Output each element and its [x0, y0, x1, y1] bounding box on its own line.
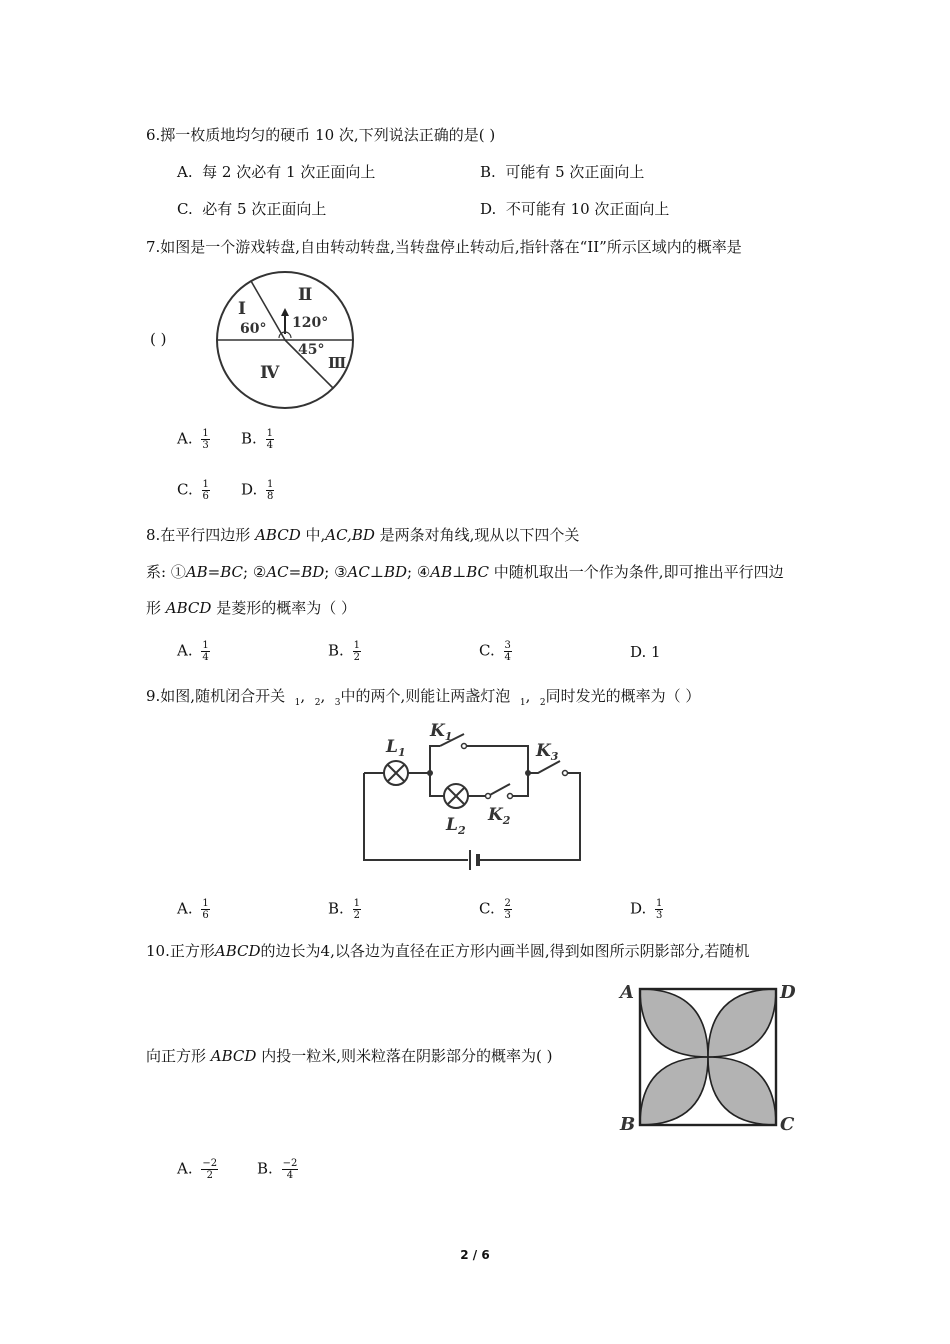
petal-bottom-right [708, 1057, 776, 1125]
q6-option-a: A. 每 2 次必有 1 次正面向上 [177, 163, 376, 181]
fraction: $\frac{3}{4}$ [504, 640, 511, 663]
label-l2: $L_2$ [446, 815, 466, 837]
fraction: $\frac{1}{3}$ [202, 428, 209, 451]
vertex-c: C [780, 1114, 795, 1135]
petal-top-right [708, 989, 776, 1057]
q6-option-d: D. 不可能有 10 次正面向上 [480, 200, 670, 218]
region-1-label: Ⅰ [238, 299, 246, 319]
q6-option-c: C. 必有 5 次正面向上 [177, 200, 327, 218]
q10-option-a: A. $\frac{-2}{2}$ [177, 1158, 218, 1181]
q7-option-a: A. $\frac{1}{3}$ [177, 428, 209, 451]
switch-k2-icon [488, 784, 510, 796]
fraction: $\frac{2}{3}$ [504, 898, 511, 921]
vertex-b: B [620, 1114, 636, 1135]
q10-stem-line2: 向正方形 ABCD 内投一粒米,则米粒落在阴影部分的概率为( ) [146, 1047, 553, 1065]
q9-stem: 9.如图,随机闭合开关 $_1$, $_2$, $_3$中的两个,则能让两盏灯泡 $_1$, $_2$同时发光的概率为（ ） [146, 687, 701, 708]
q6-option-b: B. 可能有 5 次正面向上 [480, 163, 645, 181]
fraction: $\frac{1}{6}$ [202, 479, 209, 502]
region-4-label: Ⅳ [260, 363, 280, 383]
q8-option-a: A. $\frac{1}{4}$ [177, 640, 209, 663]
junction-dot [525, 770, 531, 776]
switch-contact [508, 794, 513, 799]
pointer-arrowhead-icon [281, 308, 289, 316]
region-3-label: Ⅲ [328, 354, 347, 372]
q7-answer-paren: ( ) [150, 330, 167, 348]
vertex-d: D [780, 982, 796, 1003]
q9-option-a: A. $\frac{1}{6}$ [177, 898, 209, 921]
petal-top-left [640, 989, 708, 1057]
petal-bottom-left [640, 1057, 708, 1125]
q9-option-b: B. $\frac{1}{2}$ [328, 898, 360, 921]
q8-stem-line1: 8.在平行四边形 ABCD 中,AC,BD 是两条对角线,现从以下四个关 [146, 526, 580, 544]
fraction: $\frac{1}{4}$ [266, 428, 273, 451]
fraction: $\frac{1}{6}$ [202, 898, 209, 921]
q8-option-c: C. $\frac{3}{4}$ [479, 640, 511, 663]
fraction: $\frac{1}{8}$ [267, 479, 274, 502]
label-l1: $L_1$ [386, 737, 406, 759]
angle-45-label: 45° [298, 342, 325, 358]
fraction: $\frac{1}{4}$ [202, 640, 209, 663]
q7-stem: 7.如图是一个游戏转盘,自由转动转盘,当转盘停止转动后,指针落在“II”所示区域内的概率是 [146, 238, 742, 256]
q7-option-d: D. $\frac{1}{8}$ [241, 479, 274, 502]
q8-stem-line3: 形 ABCD 是菱形的概率为（ ） [146, 599, 356, 617]
label-k2: $K_2$ [488, 805, 511, 827]
q9-option-d: D. $\frac{1}{3}$ [630, 898, 663, 921]
square-petal-figure [614, 980, 804, 1136]
fraction: $\frac{-2}{2}$ [202, 1158, 218, 1181]
q8-stem-line2: 系: ①AB=BC; ②AC=BD; ③AC⊥BD; ④AB⊥BC 中随机取出一个作为条件,即可推出平行四边 [146, 563, 784, 581]
switch-contact [486, 794, 491, 799]
angle-120-label: 120° [292, 315, 329, 331]
q8-option-d: D. 1 [630, 643, 661, 661]
q7-option-c: C. $\frac{1}{6}$ [177, 479, 209, 502]
fraction: $\frac{-2}{4}$ [282, 1158, 298, 1181]
fraction: $\frac{1}{3}$ [656, 898, 663, 921]
junction-dot [427, 770, 433, 776]
q8-option-b: B. $\frac{1}{2}$ [328, 640, 360, 663]
switch-contact [462, 744, 467, 749]
q9-option-c: C. $\frac{2}{3}$ [479, 898, 511, 921]
q7-option-b: B. $\frac{1}{4}$ [241, 428, 273, 451]
q10-option-b: B. $\frac{-2}{4}$ [257, 1158, 298, 1181]
region-2-label: Ⅱ [298, 285, 313, 305]
spinner-figure [210, 270, 360, 414]
circuit-figure [360, 718, 588, 878]
q6-stem: 6.掷一枚质地均匀的硬币 10 次,下列说法正确的是( ) [146, 126, 496, 144]
page-number: 2 / 6 [460, 1248, 490, 1262]
switch-contact [563, 771, 568, 776]
fraction: $\frac{1}{2}$ [353, 898, 360, 921]
angle-60-label: 60° [240, 321, 267, 337]
q10-stem-line1: 10.正方形ABCD的边长为4,以各边为直径在正方形内画半圆,得到如图所示阴影部分,若随机 [146, 942, 750, 960]
vertex-a: A [620, 982, 634, 1003]
label-k1: $K_1$ [430, 721, 453, 743]
fraction: $\frac{1}{2}$ [353, 640, 360, 663]
label-k3: $K_3$ [536, 741, 559, 763]
